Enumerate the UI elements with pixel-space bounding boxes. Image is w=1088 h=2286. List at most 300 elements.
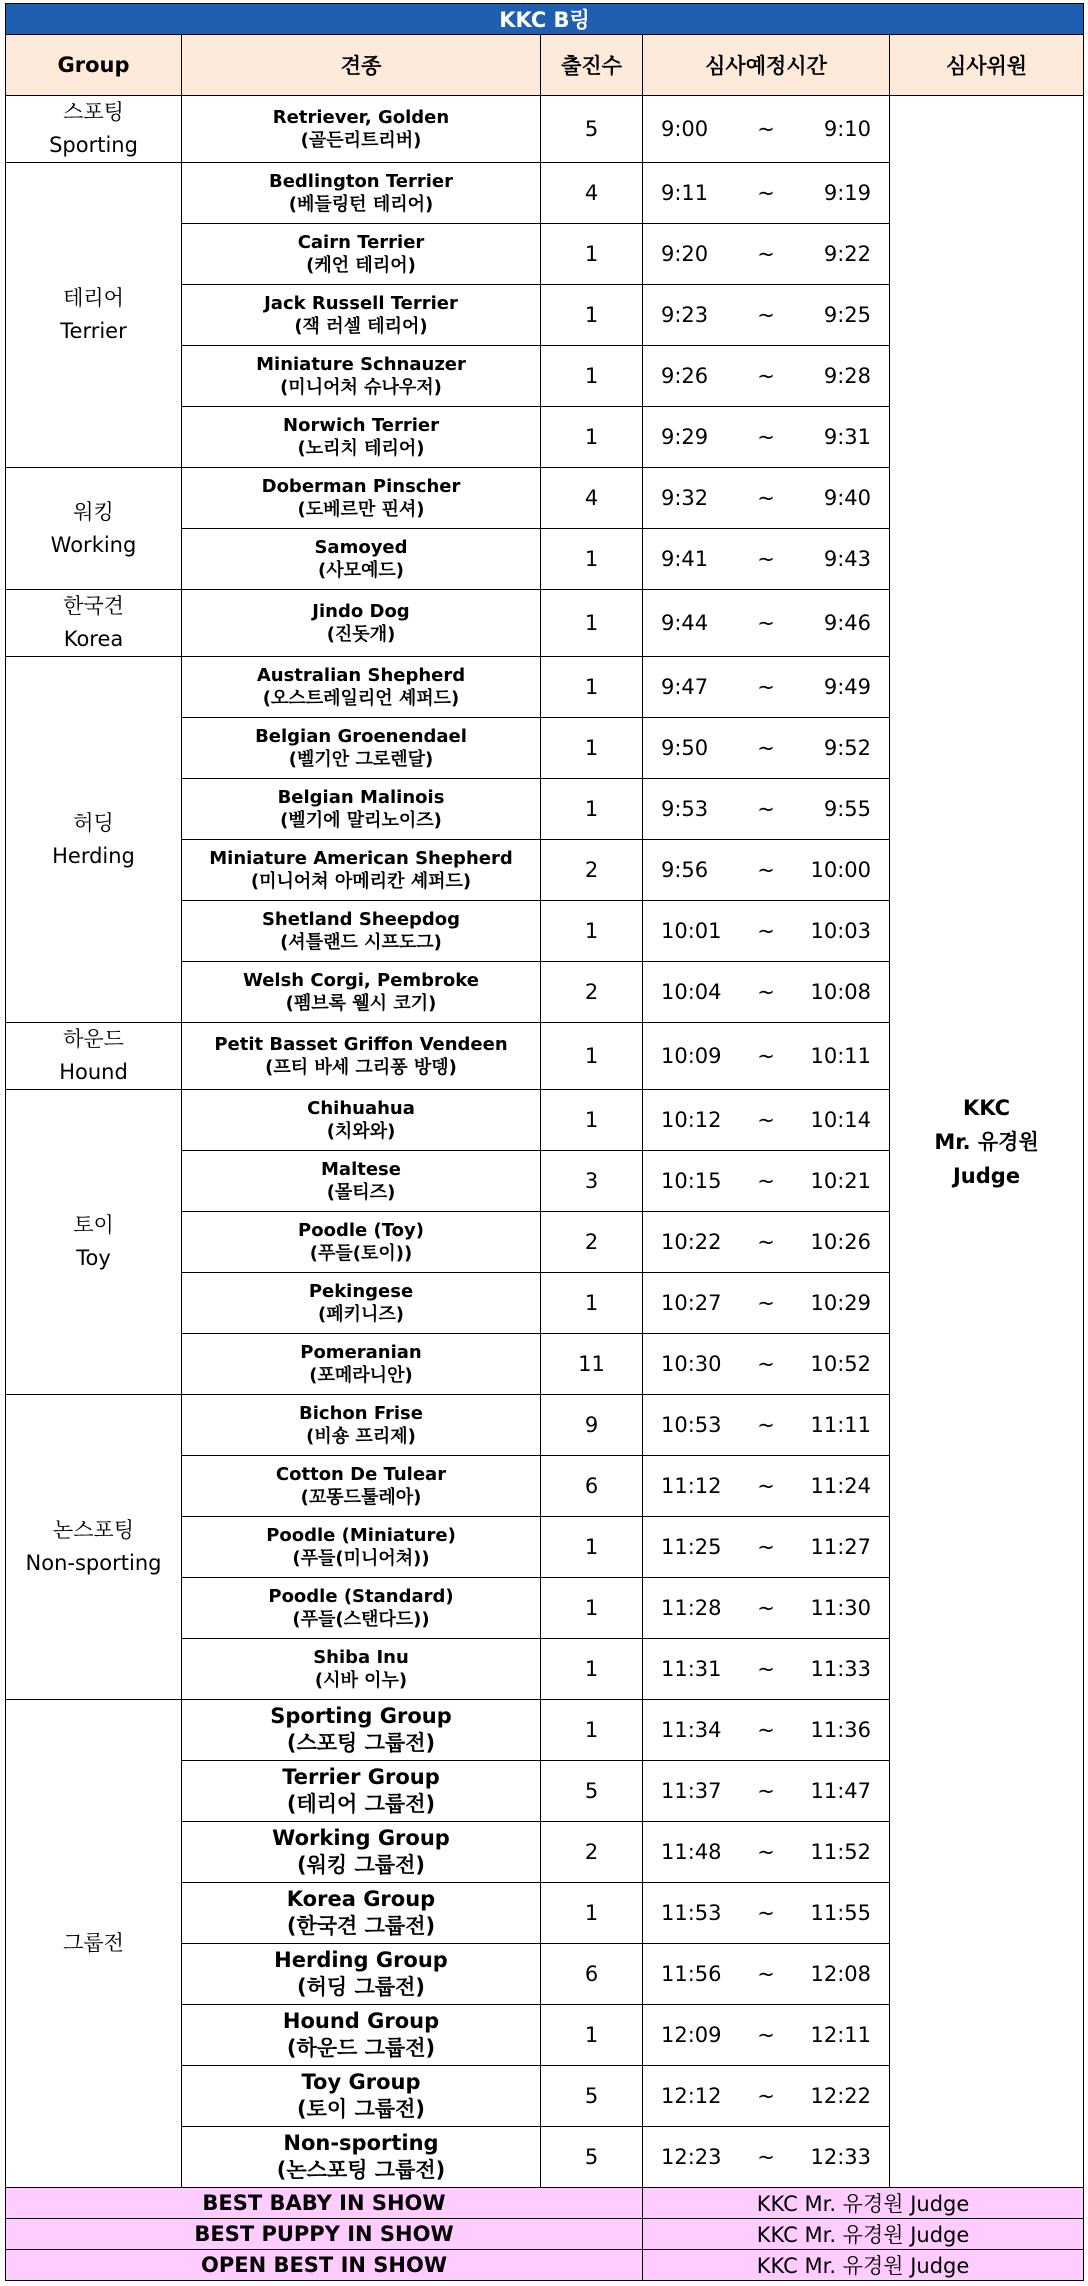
breed-name-ko: (워킹 그룹전) [297, 1853, 425, 1877]
group-cell [6, 1700, 182, 2188]
time-cell [643, 840, 890, 901]
breed-name-ko: (하운드 그룹전) [286, 2036, 436, 2060]
entry-count: 2 [541, 840, 643, 901]
start-time: 10:12 [661, 1108, 722, 1132]
breed-cell [182, 529, 541, 590]
header-group: Group [6, 35, 182, 96]
breed-name-en: Pomeranian [300, 1342, 422, 1363]
entry-count: 6 [541, 1456, 643, 1517]
entry-count: 1 [541, 1700, 643, 1761]
start-time: 11:48 [661, 1840, 722, 1864]
breed-name-ko: (치와와) [326, 1121, 396, 1142]
breed-name-en: Hound Group [282, 2009, 440, 2033]
breed-cell [182, 2127, 541, 2188]
entry-count: 1 [541, 407, 643, 468]
breed-name-ko: (벨기안 그로렌달) [288, 749, 434, 770]
breed-cell [182, 962, 541, 1023]
end-time: 9:49 [823, 675, 871, 699]
breed-name-en: Doberman Pinscher [261, 476, 461, 497]
end-time: 9:43 [823, 547, 871, 571]
breed-name-en: Welsh Corgi, Pembroke [243, 970, 479, 991]
breed-name-ko: (벨기에 말리노이즈) [280, 810, 442, 831]
end-time: 11:30 [810, 1596, 871, 1620]
time-separator: ~ [757, 858, 775, 882]
start-time: 11:31 [661, 1657, 722, 1681]
time-separator: ~ [757, 303, 775, 327]
breed-name-en: Poodle (Toy) [298, 1220, 424, 1241]
breed-cell [182, 590, 541, 657]
entry-count: 4 [541, 468, 643, 529]
time-cell [643, 718, 890, 779]
breed-name-ko: (진돗개) [326, 624, 396, 645]
breed-cell [182, 1700, 541, 1761]
time-separator: ~ [757, 1718, 775, 1742]
start-time: 9:50 [661, 736, 709, 760]
breed-cell [182, 96, 541, 163]
end-time: 10:11 [810, 1044, 871, 1068]
time-cell [643, 224, 890, 285]
time-separator: ~ [757, 2145, 775, 2169]
group-name-en: Toy [76, 1246, 111, 1270]
breed-cell [182, 1395, 541, 1456]
time-separator: ~ [757, 181, 775, 205]
time-separator: ~ [757, 1413, 775, 1437]
breed-name-en: Maltese [321, 1159, 401, 1180]
time-cell [643, 1395, 890, 1456]
group-name-en: Sporting [49, 133, 138, 157]
time-cell [643, 1578, 890, 1639]
header-judge: 심사위원 [890, 35, 1084, 96]
time-cell [643, 2127, 890, 2188]
breed-cell [182, 1517, 541, 1578]
start-time: 10:27 [661, 1291, 722, 1315]
group-name-en: Non-sporting [25, 1551, 162, 1575]
judge-cell [890, 96, 1084, 2188]
time-separator: ~ [757, 1291, 775, 1315]
entry-count: 9 [541, 1395, 643, 1456]
time-separator: ~ [757, 547, 775, 571]
breed-name-en: Bedlington Terrier [268, 171, 453, 192]
time-cell [643, 1517, 890, 1578]
end-time: 9:31 [823, 425, 871, 449]
time-separator: ~ [757, 675, 775, 699]
start-time: 11:53 [661, 1901, 722, 1925]
end-time: 9:40 [823, 486, 871, 510]
breed-name-ko: (펨브록 웰시 코기) [285, 993, 437, 1014]
group-cell [6, 468, 182, 590]
entry-count: 4 [541, 163, 643, 224]
start-time: 10:15 [661, 1169, 722, 1193]
entry-count: 6 [541, 1944, 643, 2005]
group-cell [6, 657, 182, 1023]
group-name-ko: 하운드 [63, 1027, 124, 1051]
entry-count: 11 [541, 1334, 643, 1395]
breed-name-en: Non-sporting [283, 2131, 439, 2155]
entry-count: 1 [541, 2005, 643, 2066]
time-separator: ~ [757, 1779, 775, 1803]
breed-name-ko: (허딩 그룹전) [297, 1975, 425, 1999]
entry-count: 1 [541, 1883, 643, 1944]
time-cell [643, 1273, 890, 1334]
start-time: 9:41 [661, 547, 709, 571]
end-time: 9:25 [823, 303, 871, 327]
time-cell [643, 590, 890, 657]
entry-count: 1 [541, 718, 643, 779]
breed-name-en: Samoyed [314, 537, 408, 558]
time-separator: ~ [757, 1840, 775, 1864]
breed-name-ko: (꼬똥드툴레아) [300, 1487, 422, 1508]
breed-name-en: Petit Basset Griffon Vendeen [214, 1034, 508, 1055]
breed-name-ko: (푸들(스탠다드)) [292, 1609, 430, 1630]
time-separator: ~ [757, 1901, 775, 1925]
time-cell [643, 1883, 890, 1944]
time-cell [643, 1212, 890, 1273]
breed-name-en: Pekingese [308, 1281, 414, 1302]
judge-line: Judge [952, 1163, 1021, 1188]
entry-count: 1 [541, 1639, 643, 1700]
group-name-en: Herding [52, 843, 135, 868]
header-breed: 견종 [182, 35, 541, 96]
start-time: 11:56 [661, 1962, 722, 1986]
end-time: 11:52 [810, 1840, 871, 1864]
entry-count: 1 [541, 1517, 643, 1578]
start-time: 11:12 [661, 1474, 722, 1498]
time-cell [643, 285, 890, 346]
breed-name-en: Sporting Group [270, 1704, 452, 1728]
best-judge: KKC Mr. 유경원 Judge [643, 2250, 1084, 2281]
group-name-en: Hound [59, 1060, 128, 1084]
breed-cell [182, 657, 541, 718]
time-cell [643, 346, 890, 407]
group-name-ko: 그룹전 [63, 1931, 124, 1955]
start-time: 9:20 [661, 242, 709, 266]
end-time: 10:08 [810, 980, 871, 1004]
group-name-ko: 토이 [73, 1213, 114, 1237]
breed-name-en: Terrier Group [282, 1765, 440, 1789]
time-separator: ~ [757, 425, 775, 449]
breed-cell [182, 1023, 541, 1090]
breed-name-ko: (베들링턴 테리어) [288, 194, 434, 215]
breed-cell [182, 2005, 541, 2066]
breed-name-en: Shetland Sheepdog [261, 909, 461, 930]
time-cell [643, 1090, 890, 1151]
breed-cell [182, 2066, 541, 2127]
start-time: 10:53 [661, 1413, 722, 1437]
breed-name-en: Herding Group [274, 1948, 448, 1972]
start-time: 10:09 [661, 1044, 722, 1068]
entry-count: 1 [541, 1578, 643, 1639]
end-time: 10:03 [810, 919, 871, 943]
time-cell [643, 1944, 890, 2005]
breed-name-en: Poodle (Miniature) [266, 1525, 456, 1546]
group-name-en: Terrier [60, 319, 127, 343]
time-separator: ~ [757, 1657, 775, 1681]
end-time: 11:55 [810, 1901, 871, 1925]
end-time: 9:46 [823, 611, 871, 635]
start-time: 10:22 [661, 1230, 722, 1254]
header-time: 심사예정시간 [643, 35, 890, 96]
breed-name-en: Norwich Terrier [283, 415, 439, 436]
time-separator: ~ [757, 736, 775, 760]
group-cell [6, 1023, 182, 1090]
start-time: 10:30 [661, 1352, 722, 1376]
time-cell [643, 657, 890, 718]
breed-name-ko: (테리어 그룹전) [286, 1792, 436, 1816]
breed-cell [182, 1334, 541, 1395]
breed-name-ko: (논스포팅 그룹전) [276, 2158, 446, 2182]
group-name-ko: 테리어 [63, 286, 124, 310]
breed-name-en: Australian Shepherd [256, 665, 466, 686]
group-name-ko: 워킹 [73, 499, 114, 524]
group-cell [6, 590, 182, 657]
end-time: 10:21 [810, 1169, 871, 1193]
breed-name-ko: (페키니즈) [317, 1304, 404, 1325]
end-time: 9:52 [823, 736, 871, 760]
time-separator: ~ [757, 117, 775, 141]
breed-cell [182, 1578, 541, 1639]
breed-cell [182, 840, 541, 901]
start-time: 9:26 [661, 364, 709, 388]
time-cell [643, 1334, 890, 1395]
ring-title: KKC B링 [6, 4, 1084, 35]
group-name-ko: 허딩 [73, 810, 114, 835]
best-in-show-row [6, 2188, 1084, 2219]
breed-name-en: Jindo Dog [312, 601, 410, 622]
best-judge: KKC Mr. 유경원 Judge [643, 2219, 1084, 2250]
breed-cell [182, 718, 541, 779]
breed-name-ko: (잭 러셀 테리어) [294, 316, 428, 337]
end-time: 9:10 [823, 117, 871, 141]
time-cell [643, 407, 890, 468]
breed-name-ko: (미니어처 슈나우저) [280, 377, 442, 398]
start-time: 12:23 [661, 2145, 722, 2169]
end-time: 9:55 [823, 797, 871, 821]
start-time: 12:12 [661, 2084, 722, 2108]
group-name-en: Working [50, 532, 137, 557]
breed-name-ko: (포메라니안) [309, 1365, 413, 1386]
start-time: 11:37 [661, 1779, 722, 1803]
breed-name-ko: (케언 테리어) [306, 255, 416, 276]
end-time: 9:28 [823, 364, 871, 388]
start-time: 12:09 [661, 2023, 722, 2047]
time-separator: ~ [757, 1044, 775, 1068]
breed-name-ko: (푸들(미니어쳐)) [292, 1548, 430, 1569]
end-time: 10:29 [810, 1291, 871, 1315]
entry-count: 1 [541, 1273, 643, 1334]
end-time: 9:22 [823, 242, 871, 266]
breed-name-en: Jack Russell Terrier [264, 293, 458, 314]
breed-name-en: Cotton De Tulear [275, 1464, 447, 1485]
entry-count: 2 [541, 1212, 643, 1273]
start-time: 10:01 [661, 919, 722, 943]
breed-cell [182, 901, 541, 962]
time-separator: ~ [757, 242, 775, 266]
end-time: 12:33 [810, 2145, 871, 2169]
breed-cell [182, 1151, 541, 1212]
group-cell [6, 1395, 182, 1700]
entry-count: 3 [541, 1151, 643, 1212]
breed-name-ko: (스포팅 그룹전) [286, 1731, 436, 1755]
start-time: 11:28 [661, 1596, 722, 1620]
time-cell [643, 962, 890, 1023]
breed-name-ko: (도베르만 핀셔) [297, 499, 425, 520]
time-separator: ~ [757, 1169, 775, 1193]
breed-cell [182, 1822, 541, 1883]
entry-count: 1 [541, 901, 643, 962]
breed-name-en: Chihuahua [307, 1098, 415, 1119]
entry-count: 1 [541, 529, 643, 590]
entry-count: 2 [541, 1822, 643, 1883]
time-cell [643, 1700, 890, 1761]
time-cell [643, 1639, 890, 1700]
header-entries: 출진수 [541, 35, 643, 96]
breed-cell [182, 224, 541, 285]
breed-name-ko: (사모예드) [317, 560, 404, 581]
judge-line: Mr. 유경원 [934, 1129, 1039, 1154]
group-cell [6, 163, 182, 468]
entry-count: 1 [541, 657, 643, 718]
time-separator: ~ [757, 797, 775, 821]
time-separator: ~ [757, 364, 775, 388]
breed-name-en: Belgian Malinois [277, 787, 445, 808]
breed-cell [182, 779, 541, 840]
group-name-ko: 스포팅 [63, 100, 124, 124]
entry-count: 5 [541, 2066, 643, 2127]
time-cell [643, 1023, 890, 1090]
start-time: 9:00 [661, 117, 709, 141]
breed-name-ko: (토이 그룹전) [297, 2097, 425, 2121]
breed-cell [182, 1883, 541, 1944]
time-separator: ~ [757, 980, 775, 1004]
breed-name-ko: (노리치 테리어) [297, 438, 425, 459]
time-cell [643, 1151, 890, 1212]
breed-cell [182, 1212, 541, 1273]
breed-name-ko: (프티 바세 그리퐁 방뎅) [265, 1057, 457, 1078]
start-time: 9:44 [661, 611, 709, 635]
breed-cell [182, 468, 541, 529]
start-time: 9:53 [661, 797, 709, 821]
best-label: OPEN BEST IN SHOW [6, 2250, 643, 2281]
end-time: 11:33 [810, 1657, 871, 1681]
judge-line: KKC [963, 1095, 1011, 1120]
time-cell [643, 901, 890, 962]
breed-cell [182, 1944, 541, 2005]
header-row [6, 35, 1084, 96]
time-cell [643, 1761, 890, 1822]
time-separator: ~ [757, 2023, 775, 2047]
breed-name-ko: (몰티즈) [326, 1182, 396, 1203]
end-time: 11:11 [810, 1413, 871, 1437]
breed-name-ko: (골든리트리버) [300, 130, 422, 151]
time-separator: ~ [757, 1352, 775, 1376]
time-separator: ~ [757, 919, 775, 943]
start-time: 9:56 [661, 858, 709, 882]
breed-name-en: Retriever, Golden [272, 107, 450, 128]
breed-cell [182, 346, 541, 407]
time-separator: ~ [757, 1535, 775, 1559]
group-cell [6, 96, 182, 163]
breed-name-en: Bichon Frise [299, 1403, 423, 1424]
breed-name-ko: (시바 이누) [314, 1670, 408, 1691]
table-row [6, 96, 1084, 163]
best-in-show-row [6, 2219, 1084, 2250]
breed-name-en: Working Group [272, 1826, 450, 1850]
entry-count: 1 [541, 285, 643, 346]
best-judge: KKC Mr. 유경원 Judge [643, 2188, 1084, 2219]
schedule-sheet [5, 3, 1083, 2281]
breed-cell [182, 285, 541, 346]
entry-count: 1 [541, 224, 643, 285]
breed-cell [182, 163, 541, 224]
schedule-table [5, 3, 1084, 2281]
breed-name-ko: (푸들(토이)) [309, 1243, 413, 1264]
end-time: 10:14 [810, 1108, 871, 1132]
group-name-en: Korea [63, 627, 124, 651]
breed-name-en: Shiba Inu [313, 1647, 409, 1668]
time-cell [643, 529, 890, 590]
start-time: 9:32 [661, 486, 709, 510]
end-time: 9:19 [823, 181, 871, 205]
breed-name-ko: (한국견 그룹전) [286, 1914, 436, 1938]
entry-count: 5 [541, 2127, 643, 2188]
start-time: 9:23 [661, 303, 709, 327]
entry-count: 1 [541, 1090, 643, 1151]
start-time: 11:34 [661, 1718, 722, 1742]
time-separator: ~ [757, 1108, 775, 1132]
entry-count: 1 [541, 779, 643, 840]
breed-cell [182, 1761, 541, 1822]
start-time: 11:25 [661, 1535, 722, 1559]
time-cell [643, 163, 890, 224]
time-cell [643, 2066, 890, 2127]
breed-name-en: Korea Group [286, 1887, 436, 1911]
group-name-ko: 논스포팅 [52, 1518, 135, 1542]
start-time: 10:04 [661, 980, 722, 1004]
group-cell [6, 1090, 182, 1395]
end-time: 10:26 [810, 1230, 871, 1254]
start-time: 9:29 [661, 425, 709, 449]
breed-cell [182, 1090, 541, 1151]
end-time: 12:11 [810, 2023, 871, 2047]
end-time: 11:36 [810, 1718, 871, 1742]
start-time: 9:11 [661, 181, 709, 205]
time-separator: ~ [757, 1230, 775, 1254]
time-cell [643, 468, 890, 529]
group-name-ko: 한국견 [63, 594, 124, 618]
end-time: 10:00 [810, 858, 871, 882]
entry-count: 2 [541, 962, 643, 1023]
end-time: 11:27 [810, 1535, 871, 1559]
breed-name-en: Miniature Schnauzer [256, 354, 466, 375]
best-in-show-row [6, 2250, 1084, 2281]
breed-name-en: Belgian Groenendael [255, 726, 467, 747]
start-time: 9:47 [661, 675, 709, 699]
breed-name-ko: (셔틀랜드 시프도그) [280, 932, 442, 953]
breed-cell [182, 1639, 541, 1700]
breed-name-ko: (비숑 프리제) [306, 1426, 416, 1447]
best-label: BEST PUPPY IN SHOW [6, 2219, 643, 2250]
entry-count: 5 [541, 96, 643, 163]
end-time: 12:22 [810, 2084, 871, 2108]
breed-name-en: Poodle (Standard) [268, 1586, 454, 1607]
time-separator: ~ [757, 611, 775, 635]
breed-cell [182, 407, 541, 468]
breed-name-en: Cairn Terrier [297, 232, 425, 253]
entry-count: 1 [541, 590, 643, 657]
time-cell [643, 96, 890, 163]
end-time: 10:52 [810, 1352, 871, 1376]
breed-name-ko: (미니어쳐 아메리칸 셰퍼드) [250, 871, 472, 892]
